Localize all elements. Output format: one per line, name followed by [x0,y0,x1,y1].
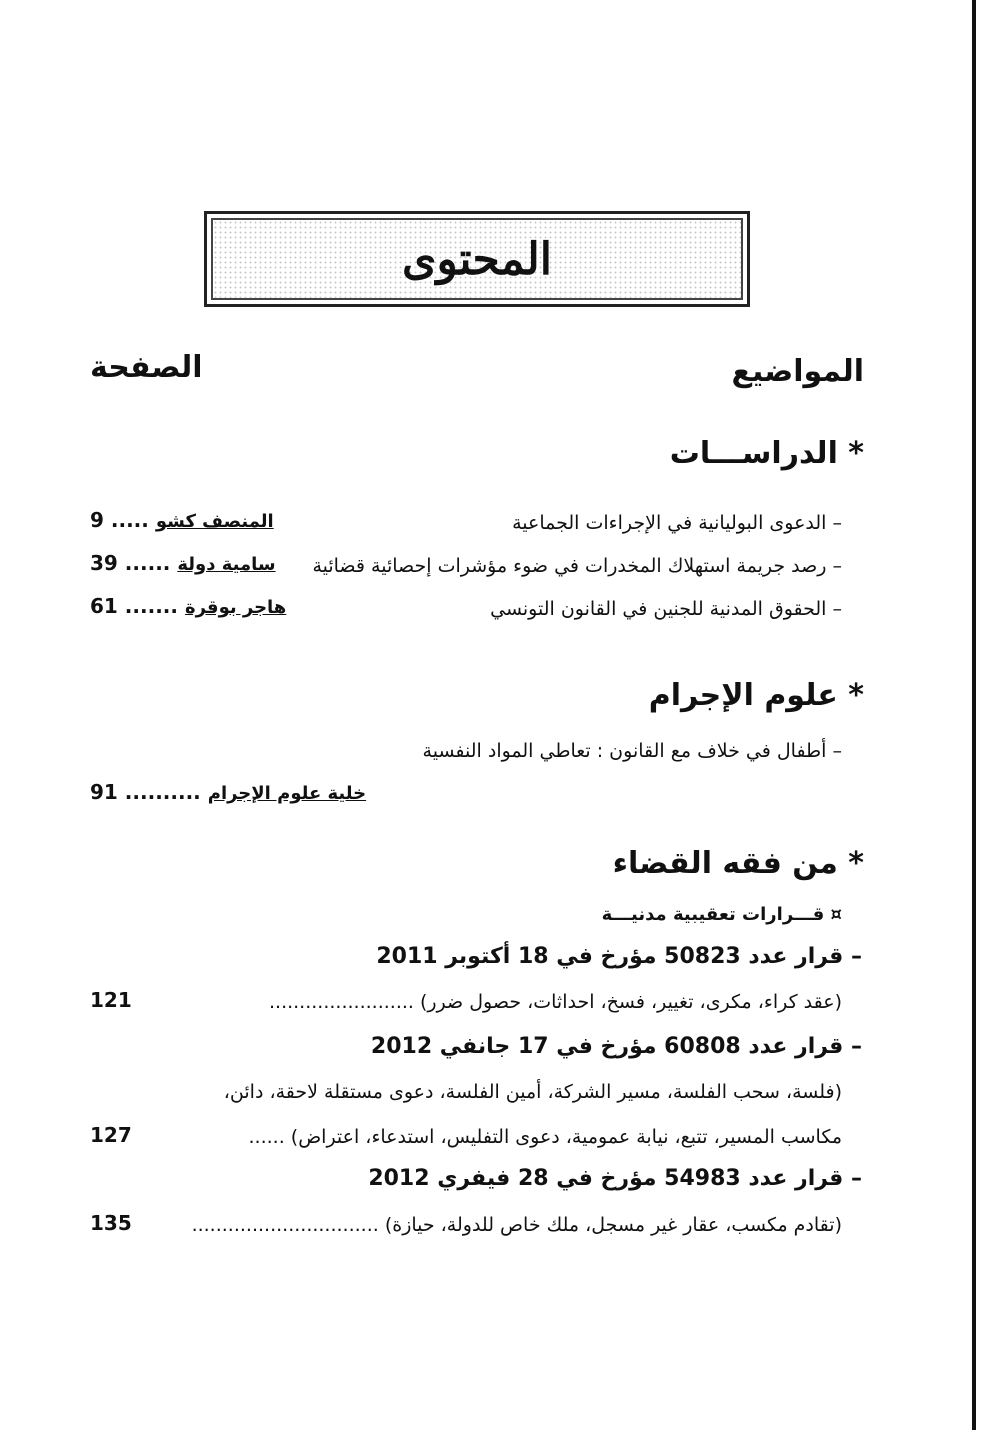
page-number: 61 [90,594,118,618]
leader-dots: ....... [117,594,185,618]
criminology-author-line [90,780,366,804]
criminology-item-title[interactable]: – أطفال في خلاف مع القانون : تعاطي المواد النفسية [422,740,842,762]
ruling-keywords: (فلسة، سحب الفلسة، مسير الشركة، أمين الفلسة، دعوى مستقلة لاحقة، دائن، [223,1081,842,1103]
page-number: 9 [90,508,104,532]
ruling-heading[interactable]: – قرار عدد 60808 مؤرخ في 17 جانفي 2012 [370,1034,862,1059]
study-title[interactable]: – الدعوى البوليانية في الإجراءات الجماعية [512,512,842,534]
author-name: سامية دولة [177,554,276,575]
leader-dots: .......... [117,780,208,804]
page-number: 121 [90,988,132,1012]
ruling-heading[interactable]: – قرار عدد 54983 مؤرخ في 28 فيفري 2012 [368,1166,862,1191]
title-box [204,211,750,307]
ruling-keywords: (عقد كراء، مكرى، تغيير، فسخ، احداثات، حصول ضرر) ........................ [268,991,842,1013]
study-author-line [90,508,274,532]
page-number: 135 [90,1211,132,1235]
topics-header: المواضيع [731,354,864,389]
study-author-line [90,594,286,618]
author-name: هاجر بوقرة [184,597,287,618]
title-box-inner [211,218,743,300]
criminology-heading: * علوم الإجرام [648,678,864,713]
jurisprudence-heading: * من فقه القضاء [612,846,864,881]
author-name: خلية علوم الإجرام [207,783,367,804]
studies-heading: * الدراســـات [669,436,864,471]
civil-rulings-subheading: ¤ قـــرارات تعقيبية مدنيـــة [601,904,842,925]
study-title[interactable]: – الحقوق المدنية للجنين في القانون التونسي [490,598,842,620]
author-name: المنصف كشو [155,511,274,532]
study-title[interactable]: – رصد جريمة استهلاك المخدرات في ضوء مؤشرات إحصائية قضائية [312,555,842,577]
ruling-heading[interactable]: – قرار عدد 50823 مؤرخ في 18 أكتوبر 2011 [376,944,862,969]
page-number: 127 [90,1123,132,1147]
page-number: 39 [90,551,118,575]
leader-dots: ...... [117,551,178,575]
page-title: المحتوى [402,233,552,285]
study-author-line [90,551,276,575]
page-header: الصفحة [90,350,203,385]
page-number: 91 [90,780,118,804]
ruling-keywords: مكاسب المسير، تتبع، نيابة عمومية، دعوى التفليس، استدعاء، اعتراض) ...... [248,1126,842,1148]
scan-edge [972,0,976,1430]
leader-dots: ..... [103,508,156,532]
ruling-keywords: (تقادم مكسب، عقار غير مسجل، ملك خاص للدولة، حيازة) ............................... [191,1214,842,1236]
